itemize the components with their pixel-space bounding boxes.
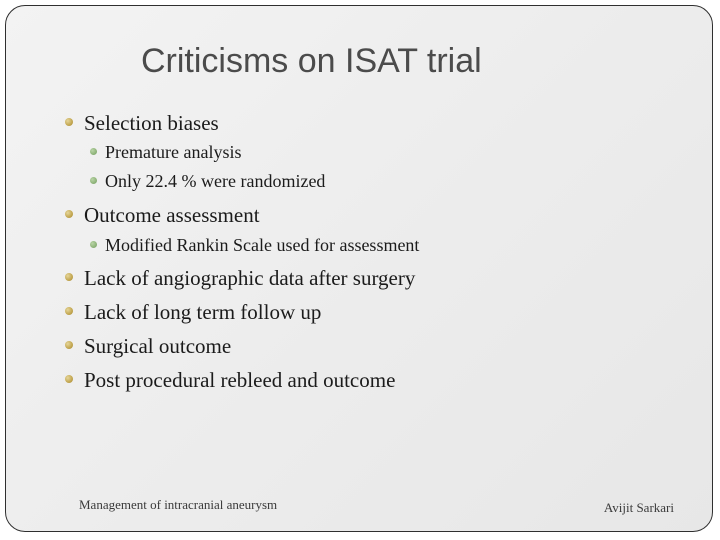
sub-bullet-dot-icon [90,148,97,155]
bullet-item [84,299,321,325]
bullet-dot-icon [65,307,73,315]
bullet-text: Selection biases [84,111,219,135]
bullet-item [84,110,219,136]
bullet-text: Lack of angiographic data after surgery [84,266,416,290]
sub-bullet-dot-icon [90,177,97,184]
footer-author: Avijit Sarkari [603,500,674,515]
bullet-dot-icon [65,375,73,383]
bullet-item [84,367,395,393]
bullet-dot-icon [65,210,73,218]
sub-bullet-item [105,234,419,256]
sub-bullet-dot-icon [90,241,97,248]
bullet-text: Lack of long term follow up [84,300,322,324]
bullet-text: Surgical outcome [84,334,232,358]
sub-bullet-text: Premature analysis [105,142,242,162]
slide-title: Criticisms on ISAT trial [141,42,482,80]
bullet-item [84,202,260,228]
sub-bullet-item [105,141,241,163]
sub-bullet-item [105,170,325,192]
bullet-text: Post procedural rebleed and outcome [84,368,396,392]
bullet-item [84,333,231,359]
bullet-text: Outcome assessment [84,203,260,227]
sub-bullet-text: Modified Rankin Scale used for assessment [105,235,420,255]
bullet-dot-icon [65,118,73,126]
slide-content [6,6,712,531]
sub-bullet-text: Only 22.4 % were randomized [105,171,326,191]
footer-presentation-title: Management of intracranial aneurysm [79,497,278,512]
bullet-item [84,265,415,291]
bullet-dot-icon [65,273,73,281]
slide [5,5,713,532]
bullet-dot-icon [65,341,73,349]
